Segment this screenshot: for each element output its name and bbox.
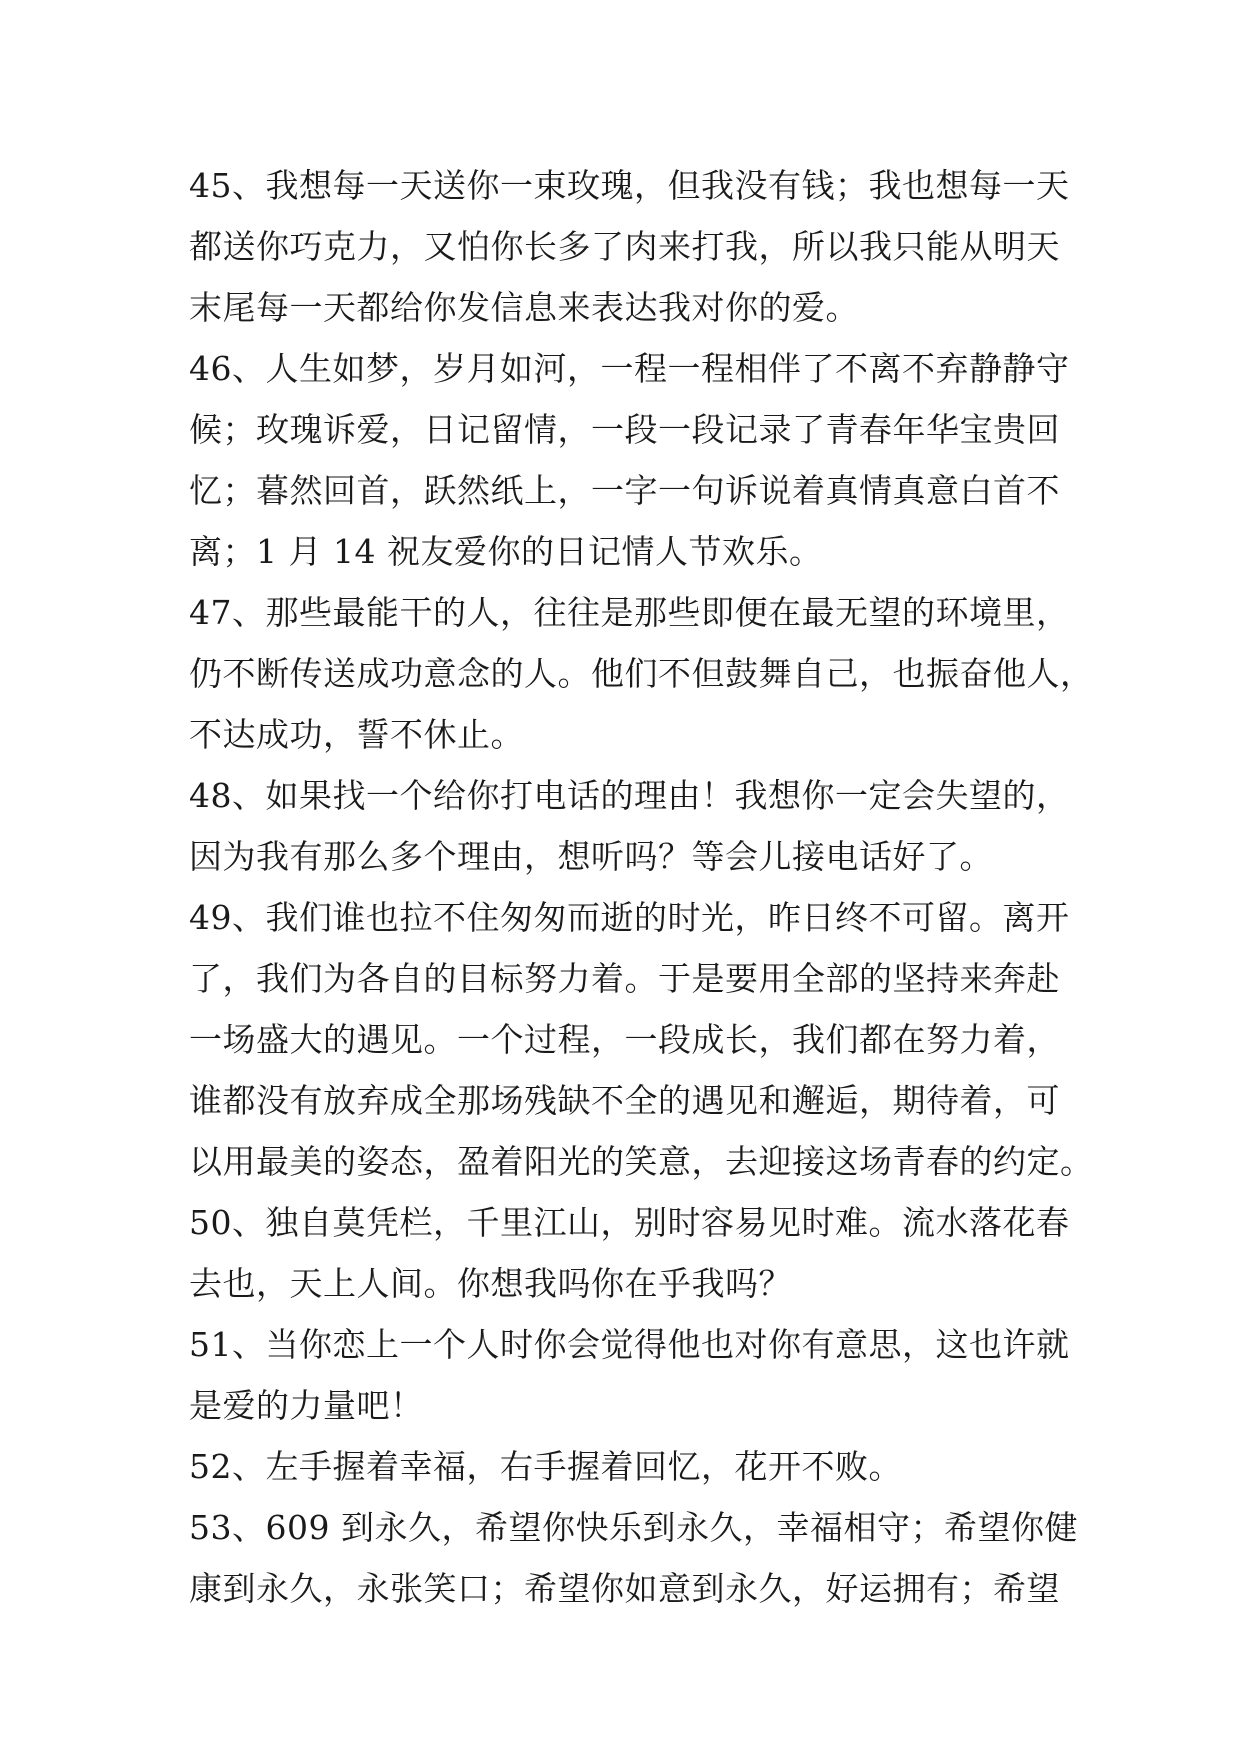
text-line: 51、当你恋上一个人时你会觉得他也对你有意思，这也许就	[189, 1325, 1070, 1364]
text-line: 49、我们谁也拉不住匆匆而逝的时光，昨日终不可留。离开	[189, 898, 1070, 937]
text-line: 谁都没有放弃成全那场残缺不全的遇见和邂逅，期待着，可	[189, 1081, 1060, 1120]
text-line: 了，我们为各自的目标努力着。于是要用全部的坚持来奔赴	[189, 959, 1060, 998]
text-line: 一场盛大的遇见。一个过程，一段成长，我们都在努力着，	[189, 1020, 1060, 1059]
text-line: 以用最美的姿态，盈着阳光的笑意，去迎接这场青春的约定。	[189, 1142, 1094, 1181]
text-line: 46、人生如梦，岁月如河，一程一程相伴了不离不弃静静守	[189, 349, 1070, 388]
text-line: 去也，天上人间。你想我吗你在乎我吗？	[189, 1264, 792, 1303]
text-line: 53、609 到永久，希望你快乐到永久，幸福相守；希望你健	[189, 1508, 1078, 1547]
text-line: 48、如果找一个给你打电话的理由！我想你一定会失望的，	[189, 776, 1070, 815]
text-line: 康到永久，永张笑口；希望你如意到永久，好运拥有；希望	[189, 1569, 1060, 1608]
text-line: 是爱的力量吧！	[189, 1386, 424, 1425]
text-line: 47、那些最能干的人，往往是那些即便在最无望的环境里，	[189, 593, 1070, 632]
text-line: 不达成功，誓不休止。	[189, 715, 524, 754]
text-line: 候；玫瑰诉爱，日记留情，一段一段记录了青春年华宝贵回	[189, 410, 1060, 449]
text-line: 52、左手握着幸福，右手握着回忆，花开不败。	[189, 1447, 902, 1486]
text-line: 离；1 月 14 祝友爱你的日记情人节欢乐。	[189, 532, 823, 571]
page-body-text	[189, 155, 1094, 1619]
text-line: 因为我有那么多个理由，想听吗？等会儿接电话好了。	[189, 837, 993, 876]
text-line: 45、我想每一天送你一束玫瑰，但我没有钱；我也想每一天	[189, 166, 1070, 205]
text-line: 末尾每一天都给你发信息来表达我对你的爱。	[189, 288, 859, 327]
text-line: 忆；暮然回首，跃然纸上，一字一句诉说着真情真意白首不	[189, 471, 1060, 510]
text-line: 仍不断传送成功意念的人。他们不但鼓舞自己，也振奋他人，	[189, 654, 1094, 693]
text-line: 都送你巧克力，又怕你长多了肉来打我，所以我只能从明天	[189, 227, 1060, 266]
text-line: 50、独自莫凭栏，千里江山，别时容易见时难。流水落花春	[189, 1203, 1070, 1242]
